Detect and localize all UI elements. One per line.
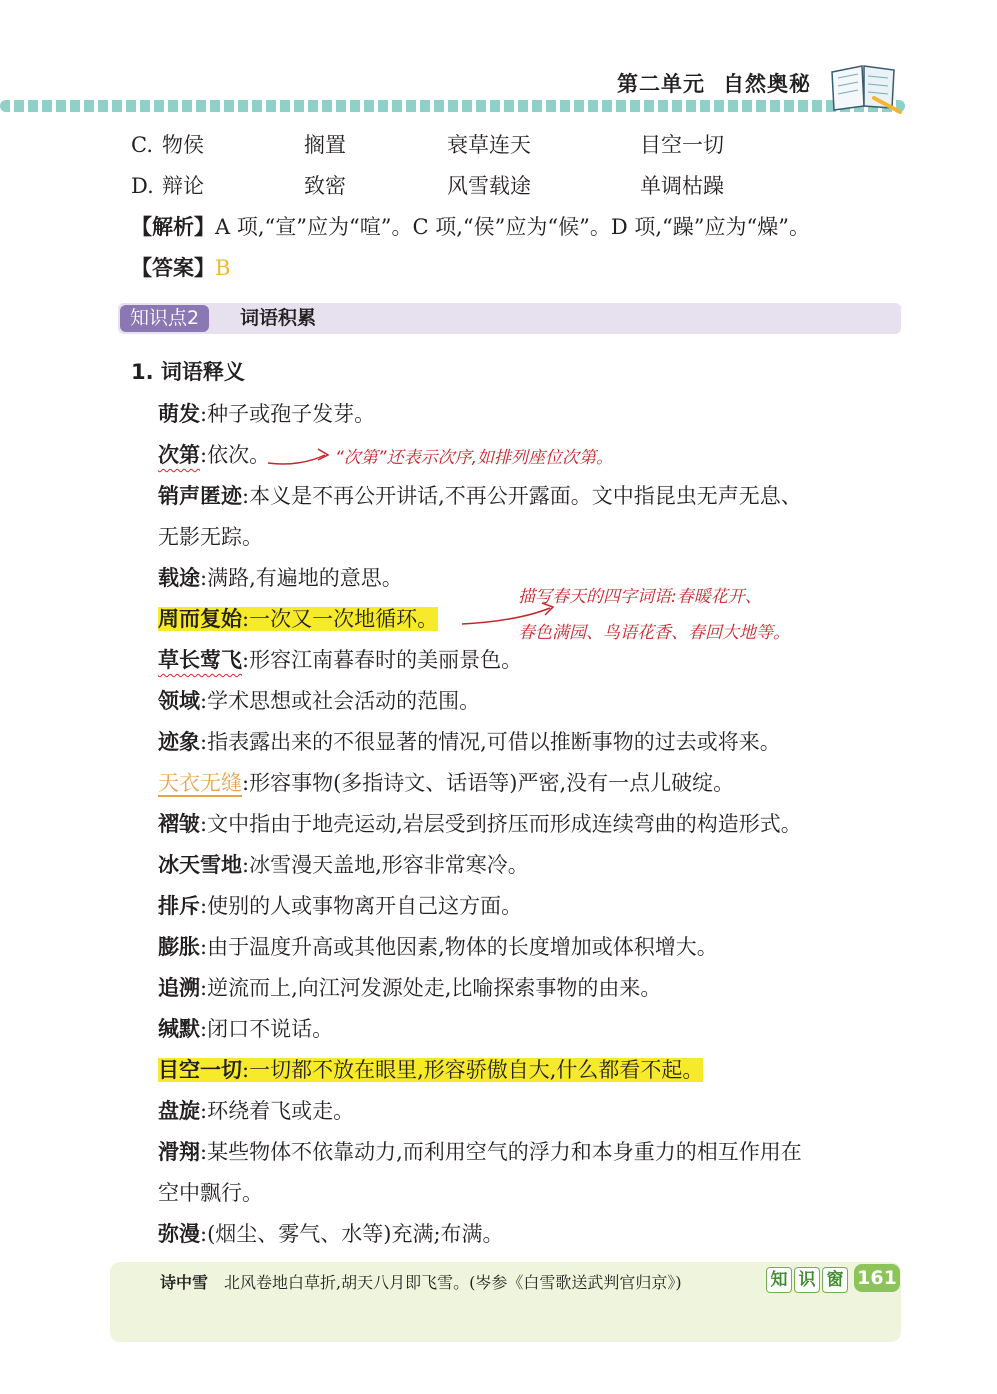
option-d-word-2: 致密 <box>304 174 346 198</box>
entry-jianmo: 缄默:闭口不说话。 <box>158 1017 334 1041</box>
entry-mukong: 目空一切:一切都不放在眼里,形容骄傲自大,什么都看不起。 <box>158 1058 704 1082</box>
entry-mengfa: 萌发:种子或孢子发芽。 <box>158 402 376 426</box>
analysis-label: 【解析】 <box>131 215 215 239</box>
knowledge-point-title: 词语积累 <box>240 307 317 329</box>
page-header <box>599 68 811 98</box>
option-d-word-4: 单调枯躁 <box>640 174 724 198</box>
footer-quote <box>160 1270 682 1293</box>
knowledge-point-badge: 知识点2 <box>120 305 209 332</box>
entry-zhuisu: 追溯:逆流而上,向江河发源处走,比喻探索事物的由来。 <box>158 976 662 1000</box>
entry-xiaosheng: 销声匿迹:本义是不再公开讲话,不再公开露面。文中指昆虫无声无息、 <box>158 484 802 508</box>
footer-label: 诗中雪 <box>160 1273 209 1292</box>
option-c-word-3: 衰草连天 <box>447 133 531 157</box>
answer-label: 【答案】 <box>131 256 215 280</box>
analysis-text: A 项,“宣”应为“喧”。C 项,“侯”应为“候”。D 项,“躁”应为“燥”。 <box>215 215 810 239</box>
option-c: C. <box>131 133 153 157</box>
entry-tianyi: 天衣无缝:形容事物(多指诗文、话语等)严密,没有一点儿破绽。 <box>158 771 735 795</box>
entry-zhezhou: 褶皱:文中指由于地壳运动,岩层受到挤压而形成连续弯曲的构造形式。 <box>158 812 802 836</box>
header-stripe <box>0 100 905 112</box>
unit-title: 自然奥秘 <box>723 72 811 96</box>
entry-lingyu: 领域:学术思想或社会活动的范围。 <box>158 689 481 713</box>
unit-label: 第二单元 <box>617 72 705 96</box>
entry-panxuan: 盘旋:环绕着飞或走。 <box>158 1099 355 1123</box>
option-d-word-1: 辩论 <box>162 174 204 198</box>
entry-huaxiang: 滑翔:某些物体不依靠动力,而利用空气的浮力和本身重力的相互作用在 <box>158 1140 802 1164</box>
entry-zaitu: 载途:满路,有遍地的意思。 <box>158 566 403 590</box>
footer-poem: 北风卷地白草折,胡天八月即飞雪。(岑参《白雪歌送武判官归京》) <box>224 1273 682 1292</box>
note-spring-1: 描写春天的四字词语:春暖花开、 <box>518 587 762 607</box>
note-cidi: “次第”还表示次序,如排列座位次第。 <box>335 448 614 468</box>
page-number: 161 <box>854 1264 900 1292</box>
knowledge-window-char-1: 知 <box>766 1267 792 1293</box>
option-c-word-2: 搁置 <box>304 133 346 157</box>
entry-xiaosheng-cont: 无影无踪。 <box>158 525 263 549</box>
section-title: 1. 词语释义 <box>131 360 245 384</box>
analysis-line <box>131 212 810 242</box>
option-d: D. <box>131 174 154 198</box>
note-spring-2: 春色满园、鸟语花香、春回大地等。 <box>518 623 790 643</box>
entry-cidi: 次第:依次。 <box>158 443 271 467</box>
entry-caozhang: 草长莺飞:形容江南暮春时的美丽景色。 <box>158 648 523 672</box>
option-d-word-3: 风雪载途 <box>447 174 531 198</box>
option-c-word-1: 物侯 <box>162 133 204 157</box>
entry-bingtian: 冰天雪地:冰雪漫天盖地,形容非常寒冷。 <box>158 853 529 877</box>
entry-paichi: 排斥:使别的人或事物离开自己这方面。 <box>158 894 523 918</box>
open-book-icon <box>826 58 902 114</box>
knowledge-window-char-3: 窗 <box>822 1267 848 1293</box>
knowledge-point-bar <box>118 303 901 334</box>
answer-line <box>131 253 230 283</box>
entry-zhouer: 周而复始:一次又一次地循环。 <box>158 607 439 631</box>
knowledge-window-char-2: 识 <box>794 1267 820 1293</box>
option-c-word-4: 目空一切 <box>640 133 724 157</box>
entry-jixiang: 迹象:指表露出来的不很显著的情况,可借以推断事物的过去或将来。 <box>158 730 781 754</box>
answer-value: B <box>215 256 231 280</box>
entry-pengzhang: 膨胀:由于温度升高或其他因素,物体的长度增加或体积增大。 <box>158 935 718 959</box>
entry-huaxiang-cont: 空中飘行。 <box>158 1181 263 1205</box>
entry-miman: 弥漫:(烟尘、雾气、水等)充满;布满。 <box>158 1222 504 1246</box>
